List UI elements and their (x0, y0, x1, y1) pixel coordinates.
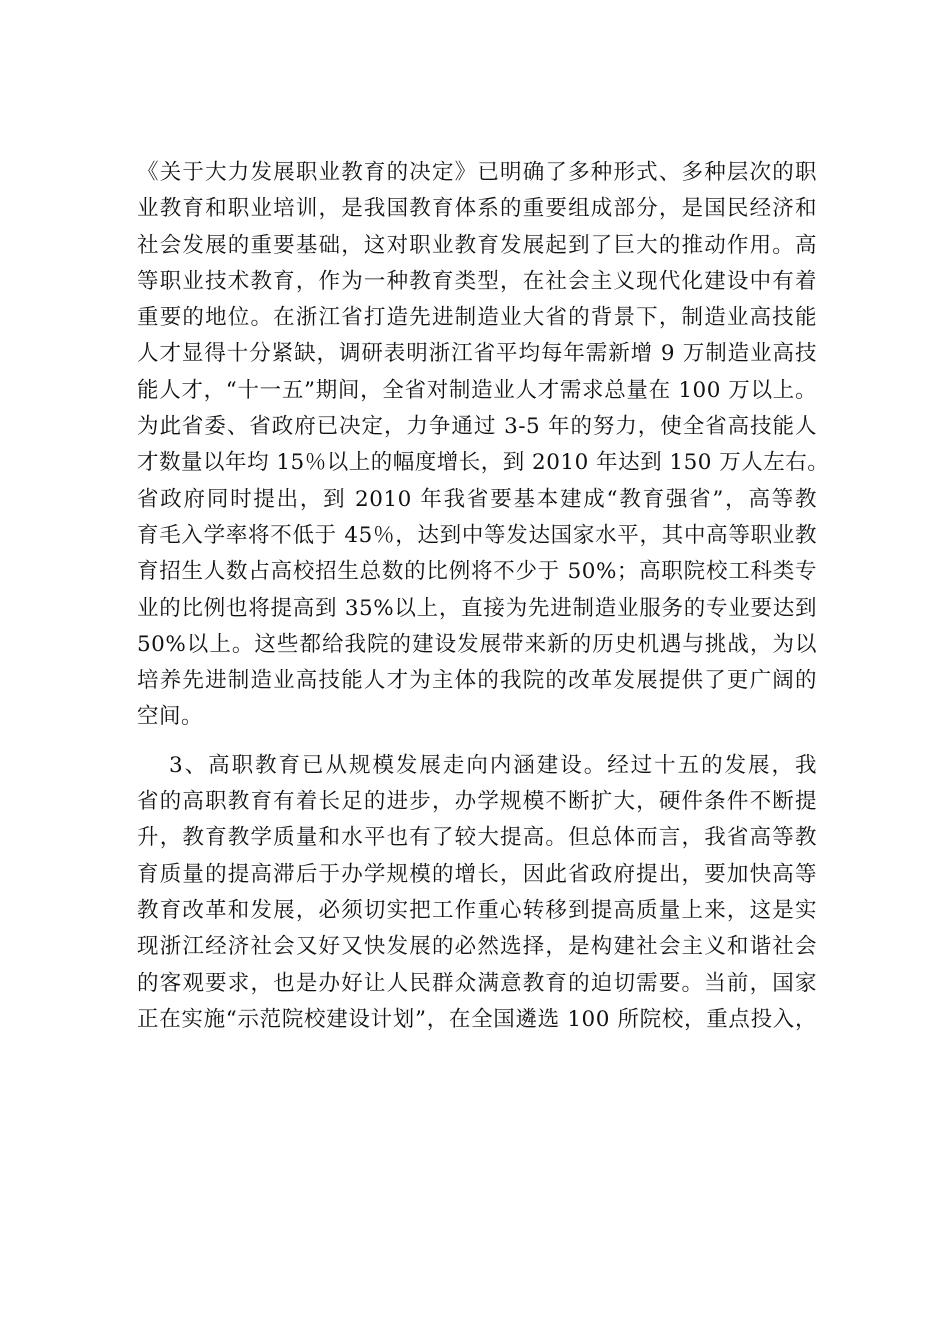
paragraph (137, 155, 830, 736)
text-line: 育毛入学率将不低于 45％，达到中等发达国家水平，其中高等职业教 (137, 522, 817, 548)
text-line: 重要的地位。在浙江省打造先进制造业大省的背景下，制造业高技能 (137, 305, 817, 331)
text-line: 的客观要求，也是办好让人民群众满意教育的迫切需要。当前，国家 (137, 970, 817, 996)
text-line: 省的高职教育有着长足的进步，办学规模不断扩大，硬件条件不断提 (137, 789, 817, 815)
text-line: 为此省委、省政府已决定，力争通过 3-5 年的努力，使全省高技能人 (137, 414, 817, 440)
text-line: 等职业技术教育，作为一种教育类型，在社会主义现代化建设中有着 (137, 268, 817, 294)
text-line: 培养先进制造业高技能人才为主体的我院的改革发展提供了更广阔的 (137, 668, 817, 694)
text-line: 业的比例也将提高到 35%以上，直接为先进制造业服务的专业要达到 (137, 595, 817, 621)
body-text (137, 155, 830, 1038)
text-line: 能人才，“十一五”期间，全省对制造业人才需求总量在 100 万以上。 (137, 377, 817, 403)
text-line: 《关于大力发展职业教育的决定》已明确了多种形式、多种层次的职 (137, 160, 817, 185)
text-line: 省政府同时提出，到 2010 年我省要基本建成“教育强省”，高等教 (137, 486, 817, 512)
paragraph (137, 748, 817, 1038)
text-line: 才数量以年均 15％以上的幅度增长，到 2010 年达到 150 万人左右。 (137, 450, 830, 476)
text-line: 社会发展的重要基础，这对职业教育发展起到了巨大的推动作用。高 (137, 232, 817, 258)
text-line: 升，教育教学质量和水平也有了较大提高。但总体而言，我省高等教 (137, 825, 817, 851)
text-line: 业教育和职业培训，是我国教育体系的重要组成部分，是国民经济和 (137, 196, 817, 222)
text-line: 空间。 (137, 704, 204, 730)
text-line: 人才显得十分紧缺，调研表明浙江省平均每年需新增 9 万制造业高技 (137, 341, 817, 367)
text-line: 教育改革和发展，必须切实把工作重心转移到提高质量上来，这是实 (137, 897, 817, 923)
text-line: 育招生人数占高校招生总数的比例将不少于 50%；高职院校工科类专 (137, 559, 817, 585)
text-line: 3、高职教育已从规模发展走向内涵建设。经过十五的发展，我 (169, 752, 817, 778)
text-line: 现浙江经济社会又好又快发展的必然选择，是构建社会主义和谐社会 (137, 934, 817, 960)
text-line: 正在实施“示范院校建设计划”，在全国遴选 100 所院校，重点投入， (137, 1006, 817, 1032)
text-line: 育质量的提高滞后于办学规模的增长，因此省政府提出，要加快高等 (137, 861, 817, 887)
text-line: 50%以上。这些都给我院的建设发展带来新的历史机遇与挑战，为以 (137, 631, 817, 657)
